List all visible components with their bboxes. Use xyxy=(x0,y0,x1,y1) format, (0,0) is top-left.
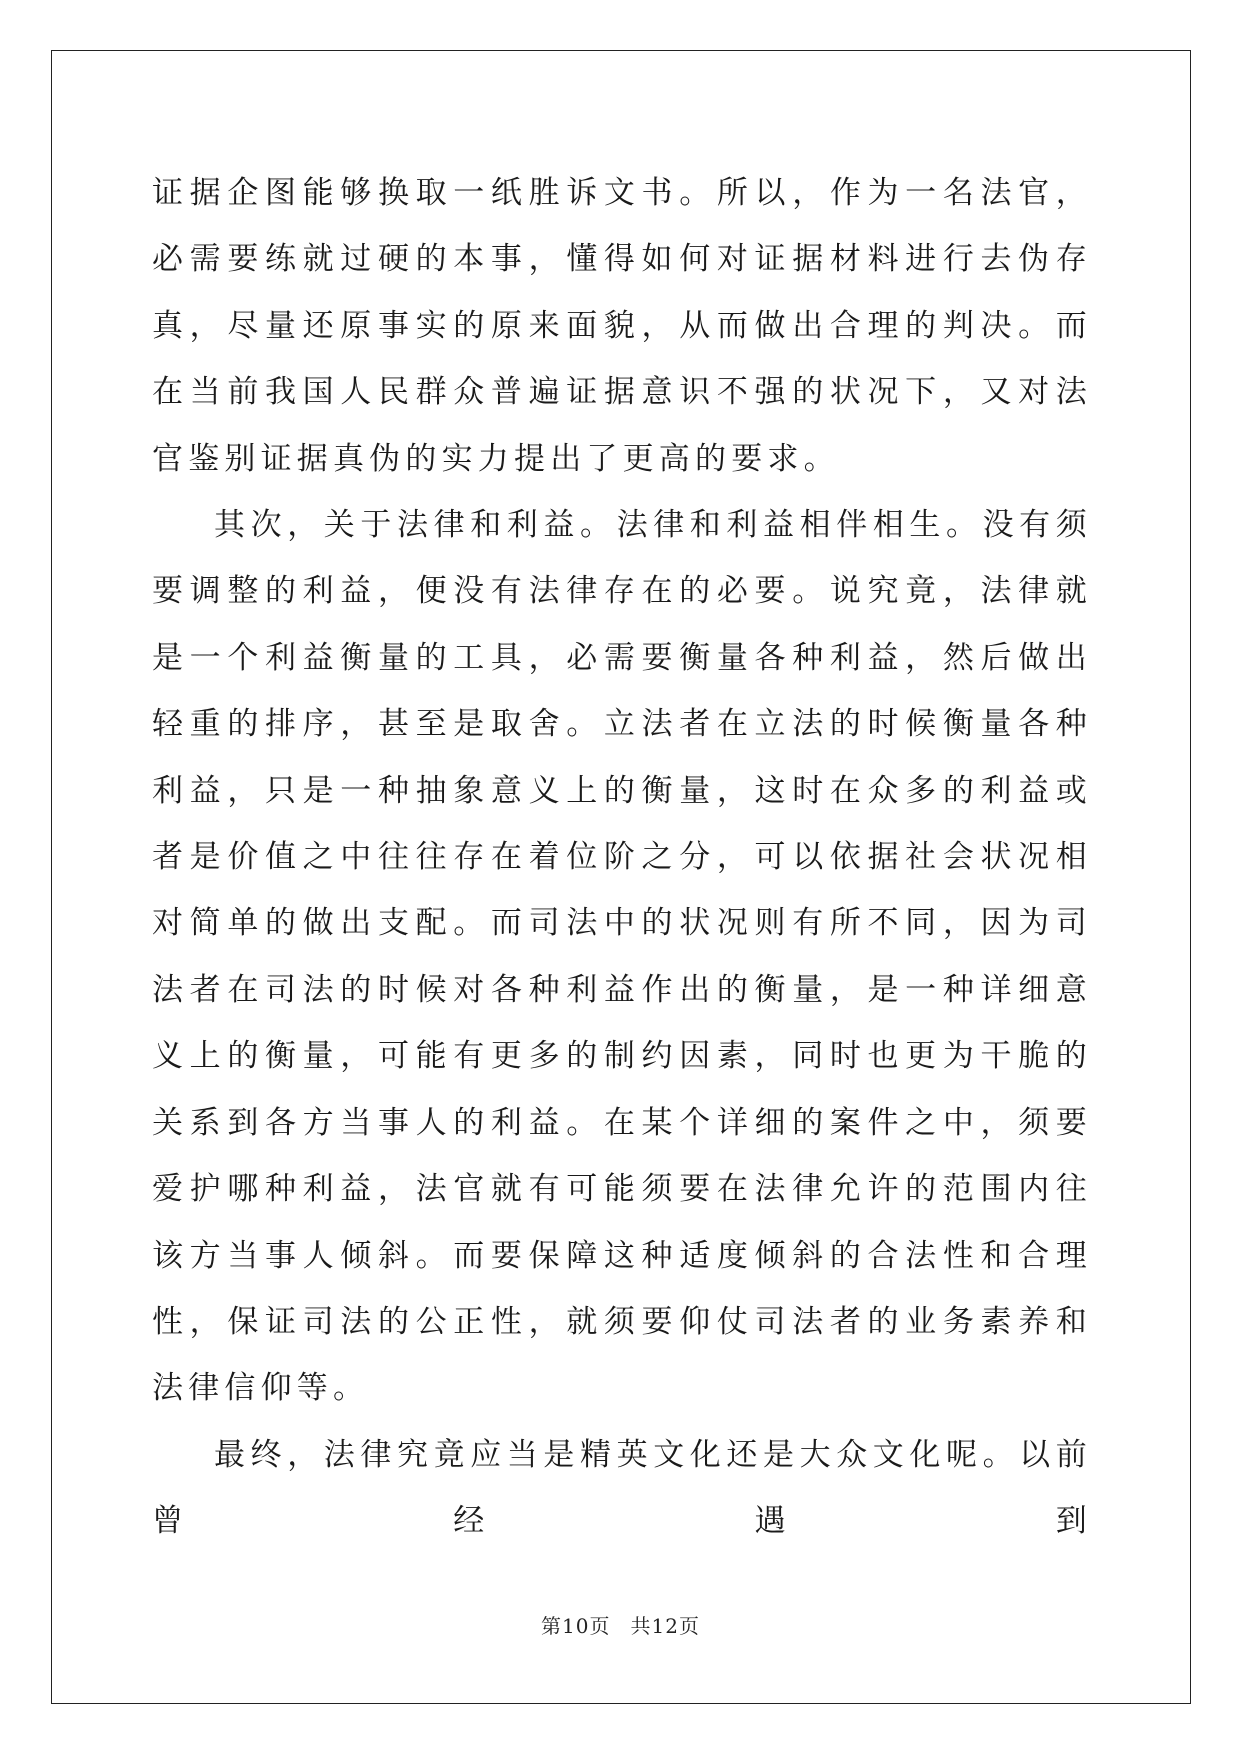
paragraph-3: 最终，法律究竟应当是精英文化还是大众文化呢。以前曾经遇到 xyxy=(152,1436,1092,1540)
paragraph-2: 其次，关于法律和利益。法律和利益相伴相生。没有须要调整的利益，便没有法律存在的必要。说究竟，法律就是一个利益衡量的工具，必需要衡量各种利益，然后做出轻重的排序，甚至是取舍。立法者在立法的时候衡量各种利益，只是一种抽象意义上的衡量，这时在众多的利益或者是价值之中往往存在着位阶之分，可以依据社会状况相对简单的做出支配。而司法中的状况则有所不同，因为司法者在司法的时候对各种利益作出的衡量，是一种详细意义上的衡量，可能有更多的制约因素，同时也更为干脆的关系到各方当事人的利益。在某个详细的案件之中，须要爱护哪种利益，法官就有可能须要在法律允许的范围内往该方当事人倾斜。而要保障这种适度倾斜的合法性和合理性，保证司法的公正性，就须要仰仗司法者的业务素养和法律信仰等。 xyxy=(152,507,1092,1407)
page-footer xyxy=(0,1610,1241,1639)
page-number: 第10页 xyxy=(541,1614,611,1638)
document-body xyxy=(152,160,1092,1555)
paragraph-1: 证据企图能够换取一纸胜诉文书。所以，作为一名法官，必需要练就过硬的本事，懂得如何对证据材料进行去伪存真，尽量还原事实的原来面貌，从而做出合理的判决。而在当前我国人民群众普遍证据意识不强的状况下，又对法官鉴别证据真伪的实力提出了更高的要求。 xyxy=(152,175,1092,477)
page-total: 共12页 xyxy=(630,1614,700,1638)
